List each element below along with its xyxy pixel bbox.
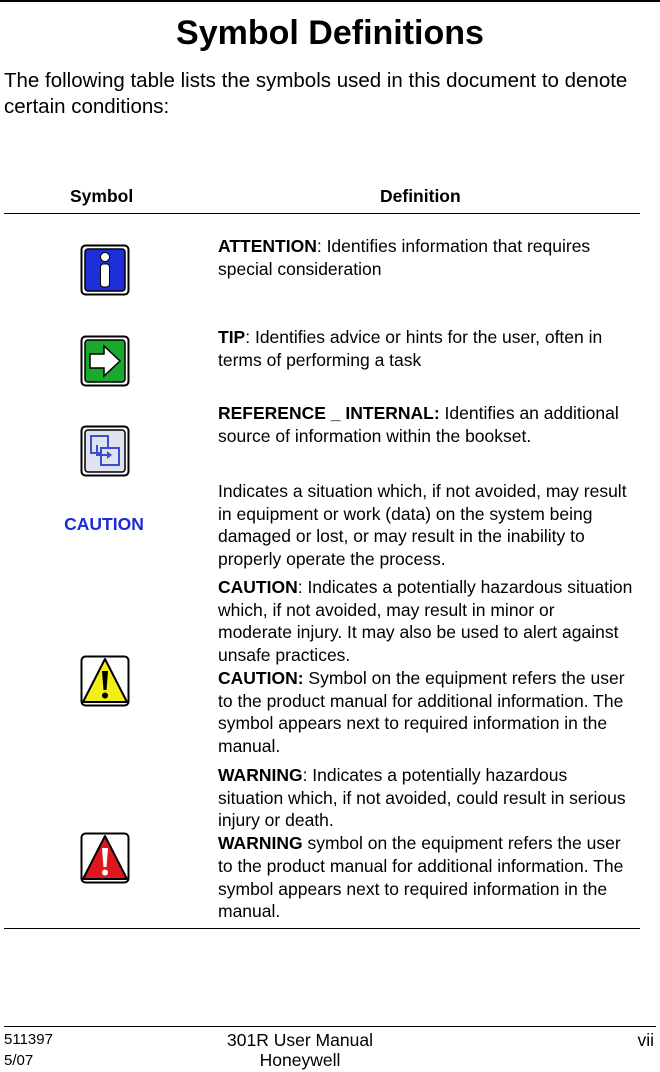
footer-company: Honeywell xyxy=(259,1050,341,1070)
footer-page-number: vii xyxy=(637,1030,654,1050)
reference-internal-icon xyxy=(80,425,130,477)
attention-info-icon xyxy=(80,244,130,296)
table-bottom-rule xyxy=(4,928,640,929)
table-header-rule xyxy=(4,213,640,214)
warning-triangle-icon xyxy=(80,832,130,884)
header-symbol: Symbol xyxy=(70,186,134,206)
definition-reference-internal: REFERENCE _ INTERNAL: Identifies an additional source of information within the bookset. xyxy=(218,403,619,446)
definition-warning: WARNING: Indicates a potentially hazardous situation which, if not avoided, could result in serious injury or death. WARNING symbol on the equipment refers the user to the product manual for additional information. The symbol appears next to required information in the manual. xyxy=(218,765,626,922)
footer-manual-title: 301R User Manual xyxy=(227,1030,373,1050)
definition-attention: ATTENTION: Identifies information that requires special consideration xyxy=(218,236,591,279)
intro-paragraph: The following table lists the symbols used in this document to denote certain conditions: xyxy=(4,69,628,118)
footer-doc-number: 511397 xyxy=(4,1031,53,1048)
header-definition: Definition xyxy=(380,186,461,206)
caution-text-symbol: CAUTION xyxy=(64,514,144,534)
tip-arrow-icon xyxy=(80,335,130,387)
footer-rule xyxy=(4,1026,656,1027)
definition-tip: TIP: Identifies advice or hints for the user, often in terms of performing a task xyxy=(218,327,603,370)
definition-caution-personal: CAUTION: Indicates a potentially hazardous situation which, if not avoided, may result in minor or moderate injury. It may also be used to alert against unsafe practices. CAUTION: Symbol on the equipment refers the user to the product manual for additional information. The symbol appears next to required information in the manual. xyxy=(218,577,633,756)
definition-caution-equipment: Indicates a situation which, if not avoided, may result in equipment or work (data) on the system being damaged or lost, or may result in the inability to properly operate the process. xyxy=(218,481,627,570)
top-rule xyxy=(0,0,660,2)
footer-date: 5/07 xyxy=(4,1052,34,1069)
page-title: Symbol Definitions xyxy=(176,14,484,52)
caution-triangle-icon xyxy=(80,655,130,707)
